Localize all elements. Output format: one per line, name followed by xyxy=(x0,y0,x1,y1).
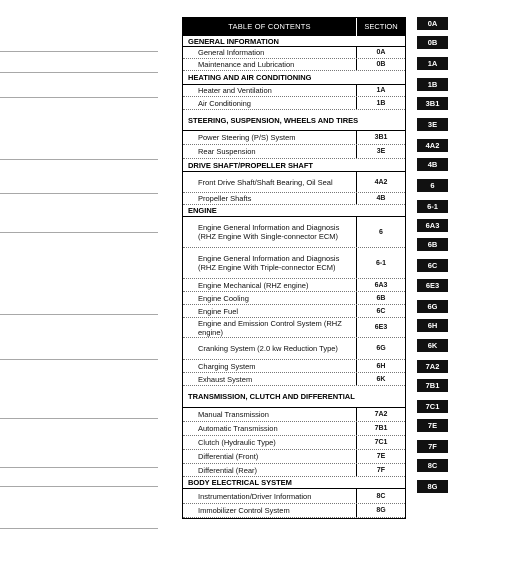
entry-title: Cranking System (2.0 kw Reduction Type) xyxy=(183,338,357,359)
table-of-contents xyxy=(182,17,406,519)
toc-row[interactable] xyxy=(183,464,405,477)
leader-line xyxy=(0,467,158,468)
section-tab[interactable]: 0A xyxy=(417,17,448,30)
section-tab[interactable]: 1A xyxy=(417,57,448,70)
entry-title: Air Conditioning xyxy=(183,97,357,109)
entry-title: Automatic Transmission xyxy=(183,422,357,435)
section-code: 7B1 xyxy=(374,425,388,432)
section-code: 7C1 xyxy=(374,439,388,446)
section-code: 7E xyxy=(376,453,386,460)
toc-row[interactable] xyxy=(183,97,405,110)
toc-row[interactable] xyxy=(183,422,405,436)
toc-row[interactable] xyxy=(183,338,405,360)
section-tab[interactable]: 7A2 xyxy=(417,360,448,373)
entry-title: Propeller Shafts xyxy=(183,193,357,204)
entry-title: Instrumentation/Driver Information xyxy=(183,489,357,503)
section-code: 6A3 xyxy=(374,281,388,289)
section-code: 1B xyxy=(376,99,386,107)
leader-line xyxy=(0,418,158,419)
section-tab[interactable]: 3E xyxy=(417,118,448,131)
toc-group-heading xyxy=(183,205,405,217)
entry-title: Engine and Emission Control System (RHZ engine) xyxy=(183,318,357,337)
entry-title: Power Steering (P/S) System xyxy=(183,131,357,144)
section-tab[interactable]: 8G xyxy=(417,480,448,493)
leader-line xyxy=(0,528,158,529)
section-tab[interactable]: 6-1 xyxy=(417,200,448,213)
section-tab[interactable]: 0B xyxy=(417,36,448,49)
section-tab[interactable]: 6H xyxy=(417,319,448,332)
section-tab[interactable]: 6G xyxy=(417,300,448,313)
section-tab[interactable]: 8C xyxy=(417,459,448,472)
toc-group-heading xyxy=(183,110,405,131)
entry-title: Immobilizer Control System xyxy=(183,504,357,517)
group-title: HEATING AND AIR CONDITIONING xyxy=(188,73,312,82)
toc-row[interactable] xyxy=(183,217,405,248)
toc-row[interactable] xyxy=(183,305,405,318)
toc-row[interactable] xyxy=(183,504,405,518)
leader-line xyxy=(0,97,158,98)
section-tab[interactable]: 6E3 xyxy=(417,279,448,292)
toc-rows xyxy=(183,36,405,518)
section-code: 6B xyxy=(376,294,386,302)
group-title: DRIVE SHAFT/PROPELLER SHAFT xyxy=(188,160,314,170)
group-title: STEERING, SUSPENSION, WHEELS AND TIRES xyxy=(188,115,359,125)
group-title: BODY ELECTRICAL SYSTEM xyxy=(188,478,292,487)
toc-row[interactable] xyxy=(183,85,405,97)
section-tab[interactable]: 4A2 xyxy=(417,139,448,152)
group-title: GENERAL INFORMATION xyxy=(188,36,279,46)
toc-header xyxy=(183,18,405,36)
toc-row[interactable] xyxy=(183,279,405,292)
section-code: 6E3 xyxy=(374,324,388,331)
toc-row[interactable] xyxy=(183,172,405,193)
entry-title: Engine General Information and Diagnosis (RHZ Engine With Single-connector ECM) xyxy=(183,217,357,247)
section-tab[interactable]: 7B1 xyxy=(417,379,448,392)
leader-line xyxy=(0,486,158,487)
toc-row[interactable] xyxy=(183,59,405,71)
entry-title: Clutch (Hydraulic Type) xyxy=(183,436,357,449)
toc-row[interactable] xyxy=(183,360,405,373)
entry-title: Maintenance and Lubrication xyxy=(183,59,357,70)
section-tab[interactable]: 3B1 xyxy=(417,97,448,110)
section-code: 0A xyxy=(376,49,386,56)
section-tab[interactable]: 6B xyxy=(417,238,448,251)
section-code: 6C xyxy=(376,307,386,315)
section-column-header: SECTION xyxy=(356,18,405,36)
section-code: 8G xyxy=(376,507,386,514)
group-title: TRANSMISSION, CLUTCH AND DIFFERENTIAL xyxy=(188,392,355,401)
entry-title: Engine Mechanical (RHZ engine) xyxy=(183,279,357,291)
toc-group-heading xyxy=(183,71,405,85)
leader-line xyxy=(0,72,158,73)
section-code: 6K xyxy=(376,375,386,383)
section-code: 6G xyxy=(376,345,386,352)
toc-group-heading xyxy=(183,386,405,408)
toc-row[interactable] xyxy=(183,450,405,464)
leader-line xyxy=(0,314,158,315)
entry-title: Differential (Front) xyxy=(183,450,357,463)
toc-group-heading xyxy=(183,477,405,489)
entry-title: Manual Transmission xyxy=(183,408,357,421)
entry-title: Exhaust System xyxy=(183,373,357,385)
section-tab[interactable]: 6K xyxy=(417,339,448,352)
toc-row[interactable] xyxy=(183,193,405,205)
toc-row[interactable] xyxy=(183,145,405,159)
entry-title: Engine General Information and Diagnosis (RHZ Engine With Triple-connector ECM) xyxy=(183,248,357,278)
section-code: 0B xyxy=(376,61,386,68)
entry-title: Differential (Rear) xyxy=(183,464,357,476)
section-code: 6H xyxy=(376,362,386,370)
section-code: 3E xyxy=(376,148,386,155)
toc-row[interactable] xyxy=(183,489,405,504)
toc-row[interactable] xyxy=(183,248,405,279)
entry-title: Charging System xyxy=(183,360,357,372)
section-tab[interactable]: 6 xyxy=(417,179,448,192)
entry-title: General Information xyxy=(183,47,357,58)
section-code: 8C xyxy=(376,492,386,500)
toc-row[interactable] xyxy=(183,131,405,145)
toc-title: TABLE OF CONTENTS xyxy=(228,22,311,31)
section-tab[interactable]: 4B xyxy=(417,158,448,171)
entry-title: Front Drive Shaft/Shaft Bearing, Oil Seal xyxy=(183,172,357,192)
section-code: 3B1 xyxy=(374,134,388,141)
toc-group-heading xyxy=(183,159,405,172)
section-code: 1A xyxy=(376,87,386,94)
toc-row[interactable] xyxy=(183,292,405,305)
section-tab[interactable]: 6C xyxy=(417,259,448,272)
entry-title: Rear Suspension xyxy=(183,145,357,158)
leader-line xyxy=(0,359,158,360)
section-code: 7A2 xyxy=(374,411,388,418)
toc-row[interactable] xyxy=(183,373,405,386)
section-code: 7F xyxy=(376,466,386,474)
group-title: ENGINE xyxy=(188,206,217,215)
leader-line xyxy=(0,232,158,233)
toc-row[interactable] xyxy=(183,436,405,450)
toc-group-heading xyxy=(183,36,405,47)
leader-line xyxy=(0,51,158,52)
section-tab[interactable]: 7C1 xyxy=(417,400,448,413)
section-tab[interactable]: 6A3 xyxy=(417,219,448,232)
section-code: 4A2 xyxy=(374,178,388,186)
section-tab[interactable]: 1B xyxy=(417,78,448,91)
entry-title: Engine Cooling xyxy=(183,292,357,304)
entry-title: Heater and Ventilation xyxy=(183,85,357,96)
toc-row[interactable] xyxy=(183,318,405,338)
entry-title: Engine Fuel xyxy=(183,305,357,317)
toc-row[interactable] xyxy=(183,408,405,422)
section-code: 6 xyxy=(379,228,383,236)
section-code: 6-1 xyxy=(375,259,387,267)
toc-row[interactable] xyxy=(183,47,405,59)
leader-line xyxy=(0,193,158,194)
leader-line xyxy=(0,159,158,160)
section-tab[interactable]: 7E xyxy=(417,419,448,432)
section-code: 4B xyxy=(376,195,386,202)
section-tab[interactable]: 7F xyxy=(417,440,448,453)
